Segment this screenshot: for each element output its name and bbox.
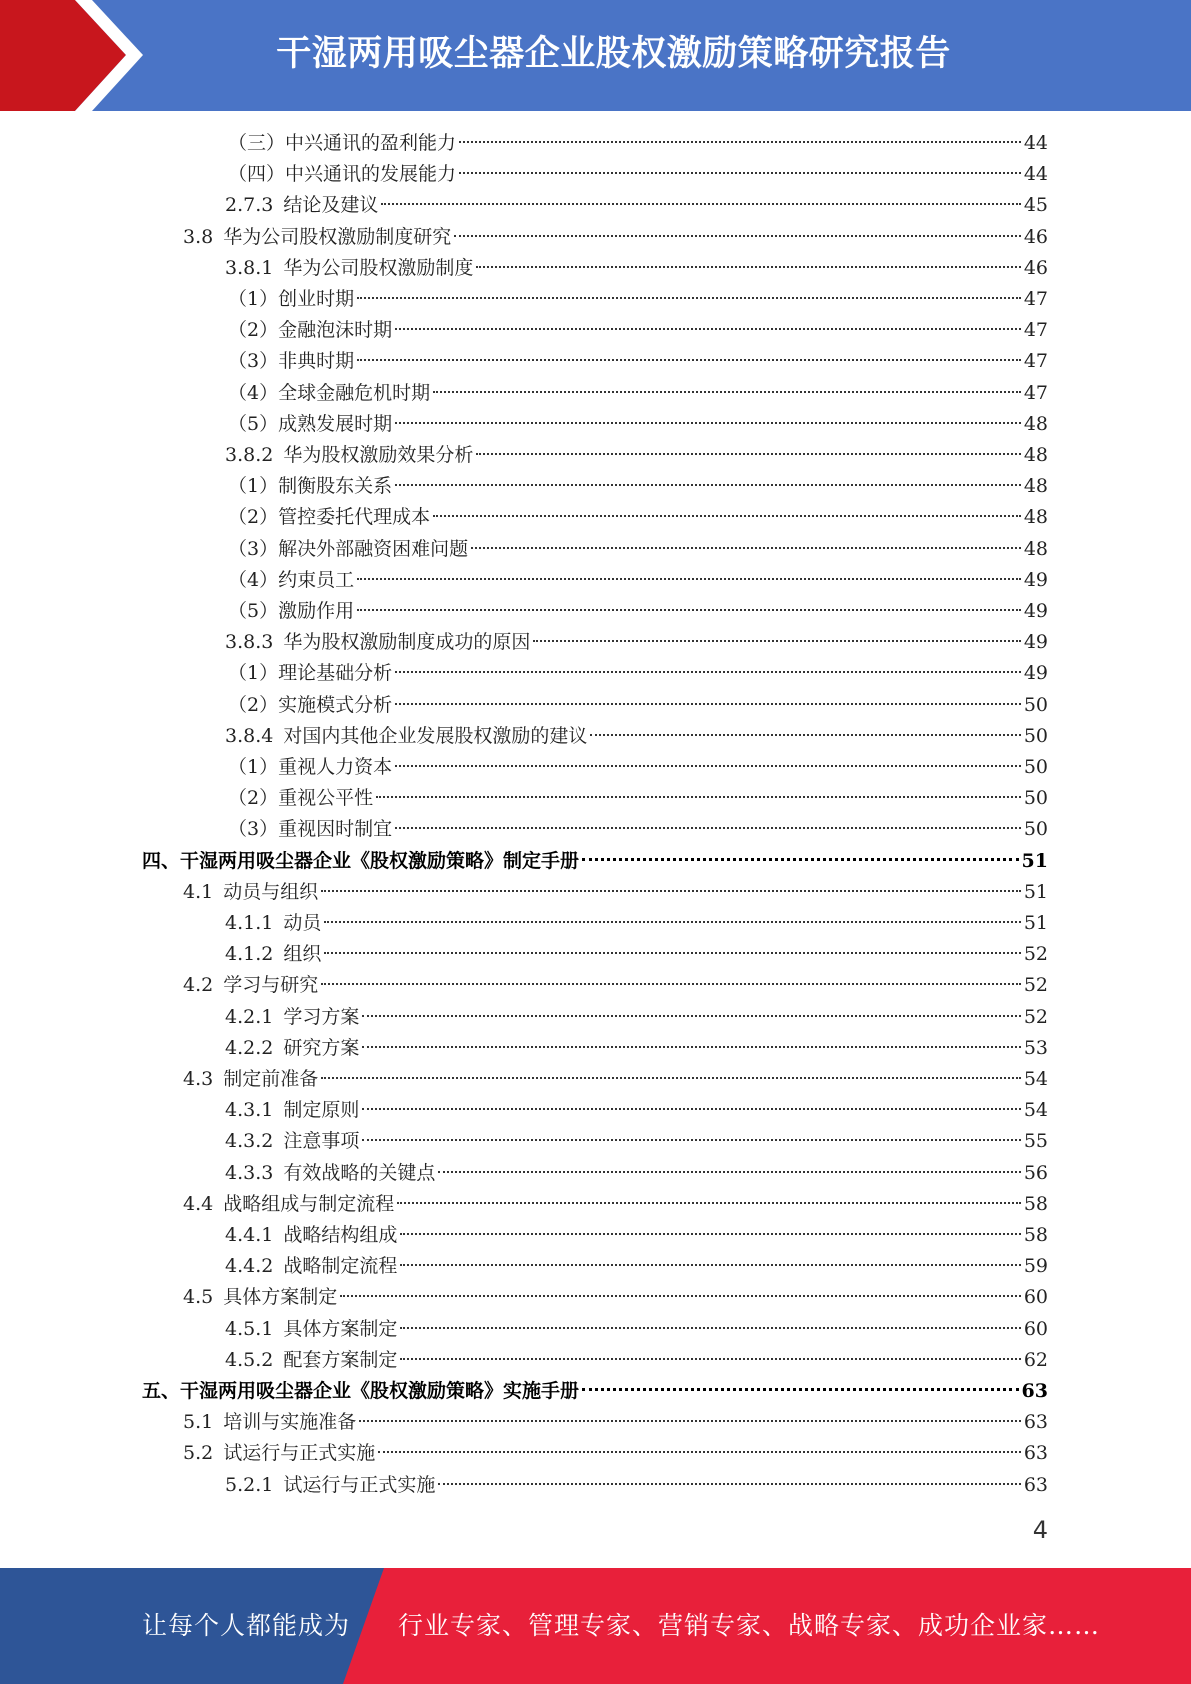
- toc-entry[interactable]: [228, 814, 1048, 845]
- toc-dot-leader: [397, 1202, 1021, 1204]
- toc-entry-title: （2）重视公平性: [228, 787, 374, 809]
- toc-dot-leader: [321, 1077, 1021, 1079]
- toc-dot-leader: [395, 827, 1021, 829]
- toc-entry-title: 试运行与正式实施: [223, 1442, 376, 1464]
- toc-entry-title: （3）解决外部融资困难问题: [228, 538, 469, 560]
- page-number: 4: [1032, 1516, 1048, 1544]
- toc-entry-page: 60: [1023, 1286, 1048, 1308]
- toc-entry[interactable]: [225, 1470, 1048, 1501]
- toc-entry[interactable]: [183, 1438, 1048, 1469]
- toc-entry[interactable]: [225, 1251, 1048, 1282]
- toc-entry-page: 53: [1023, 1037, 1048, 1059]
- toc-entry-page: 51: [1023, 881, 1048, 903]
- toc-dot-leader: [459, 141, 1021, 143]
- toc-dot-leader: [400, 1264, 1020, 1266]
- toc-entry[interactable]: [228, 690, 1048, 721]
- toc-entry[interactable]: [228, 378, 1048, 409]
- toc-entry-number: 4.4.1: [225, 1224, 274, 1246]
- toc-dot-leader: [378, 1451, 1021, 1453]
- toc-entry-title: 动员: [283, 912, 322, 934]
- toc-entry-title: 具体方案制定: [223, 1286, 338, 1308]
- toc-entry-title: （4）全球金融危机时期: [228, 382, 431, 404]
- toc-entry-page: 63: [1023, 1442, 1048, 1464]
- toc-dot-leader: [381, 203, 1020, 205]
- toc-entry-page: 47: [1023, 350, 1048, 372]
- toc-entry-page: 50: [1023, 756, 1048, 778]
- toc-entry-number: 4.5.2: [225, 1349, 274, 1371]
- toc-entry-page: 49: [1023, 662, 1048, 684]
- toc-dot-leader: [454, 235, 1021, 237]
- toc-entry-number: 2.7.3: [225, 194, 274, 216]
- toc-entry-number: 3.8.2: [225, 444, 274, 466]
- toc-entry-title: 五、干湿两用吸尘器企业《股权激励策略》实施手册: [142, 1380, 580, 1402]
- toc-dot-leader: [459, 172, 1021, 174]
- toc-entry-title: 组织: [283, 943, 322, 965]
- toc-entry-number: 4.2.1: [225, 1006, 274, 1028]
- toc-entry-number: 4.2: [183, 974, 214, 996]
- toc-dot-leader: [357, 359, 1021, 361]
- toc-entry[interactable]: [225, 939, 1048, 970]
- toc-dot-leader: [324, 921, 1020, 923]
- toc-entry-title: （3）非典时期: [228, 350, 355, 372]
- toc-dot-leader: [395, 328, 1021, 330]
- toc-entry[interactable]: [225, 908, 1048, 939]
- toc-entry-title: 四、干湿两用吸尘器企业《股权激励策略》制定手册: [142, 850, 580, 872]
- toc-entry-title: 研究方案: [283, 1037, 360, 1059]
- toc-entry-page: 52: [1023, 974, 1048, 996]
- toc-entry[interactable]: [183, 1407, 1048, 1438]
- toc-entry-title: 对国内其他企业发展股权激励的建议: [283, 725, 588, 747]
- toc-entry-page: 55: [1023, 1130, 1048, 1152]
- toc-entry-number: 4.5.1: [225, 1318, 274, 1340]
- toc-entry-title: 学习方案: [283, 1006, 360, 1028]
- toc-dot-leader: [376, 796, 1021, 798]
- toc-entry[interactable]: [228, 783, 1048, 814]
- toc-dot-leader: [400, 1327, 1020, 1329]
- toc-entry-title: 华为股权激励制度成功的原因: [283, 631, 531, 653]
- toc-entry[interactable]: [228, 315, 1048, 346]
- toc-entry[interactable]: [225, 1126, 1048, 1157]
- toc-dot-leader: [582, 1388, 1019, 1391]
- toc-entry-title: 制定原则: [283, 1099, 360, 1121]
- toc-entry-title: （四）中兴通讯的发展能力: [228, 163, 457, 185]
- toc-entry-number: 4.1.2: [225, 943, 274, 965]
- toc-entry-title: （5）激励作用: [228, 600, 355, 622]
- toc-entry-page: 49: [1023, 631, 1048, 653]
- toc-dot-leader: [362, 1046, 1020, 1048]
- toc-entry-title: （1）重视人力资本: [228, 756, 393, 778]
- toc-entry-page: 47: [1023, 288, 1048, 310]
- toc-entry[interactable]: [225, 1314, 1048, 1345]
- toc-entry[interactable]: [225, 721, 1048, 752]
- toc-dot-leader: [362, 1108, 1020, 1110]
- toc-entry-page: 60: [1023, 1318, 1048, 1340]
- toc-dot-leader: [395, 671, 1021, 673]
- toc-entry-page: 56: [1023, 1162, 1048, 1184]
- toc-entry-title: 学习与研究: [223, 974, 319, 996]
- toc-dot-leader: [433, 391, 1021, 393]
- toc-entry-number: 5.2.1: [225, 1474, 274, 1496]
- toc-entry-number: 4.2.2: [225, 1037, 274, 1059]
- toc-dot-leader: [359, 1420, 1021, 1422]
- toc-entry[interactable]: [225, 627, 1048, 658]
- toc-dot-leader: [357, 609, 1021, 611]
- toc-entry-number: 4.3.1: [225, 1099, 274, 1121]
- toc-dot-leader: [362, 1015, 1020, 1017]
- toc-entry-title: 华为股权激励效果分析: [283, 444, 474, 466]
- toc-entry-page: 50: [1023, 694, 1048, 716]
- page-footer: [0, 1568, 1191, 1684]
- toc-entry-title: 战略组成与制定流程: [223, 1193, 395, 1215]
- toc-entry[interactable]: [228, 284, 1048, 315]
- toc-entry-title: 试运行与正式实施: [283, 1474, 436, 1496]
- toc-dot-leader: [395, 422, 1021, 424]
- toc-entry-number: 4.1: [183, 881, 214, 903]
- toc-entry-page: 46: [1023, 226, 1048, 248]
- toc-entry-title: 配套方案制定: [283, 1349, 398, 1371]
- toc-entry-page: 48: [1023, 444, 1048, 466]
- toc-entry-page: 52: [1023, 1006, 1048, 1028]
- toc-entry-page: 52: [1023, 943, 1048, 965]
- report-title: 干湿两用吸尘器企业股权激励策略研究报告: [276, 34, 951, 74]
- toc-entry-page: 51: [1021, 850, 1048, 872]
- toc-entry-number: 5.2: [183, 1442, 214, 1464]
- toc-entry[interactable]: [228, 752, 1048, 783]
- toc-entry-page: 62: [1023, 1349, 1048, 1371]
- toc-entry-page: 49: [1023, 569, 1048, 591]
- toc-entry-page: 58: [1023, 1224, 1048, 1246]
- toc-dot-leader: [395, 484, 1021, 486]
- toc-dot-leader: [362, 1139, 1020, 1141]
- toc-entry-title: 华为公司股权激励制度研究: [223, 226, 452, 248]
- toc-entry-title: 华为公司股权激励制度: [283, 257, 474, 279]
- toc-entry-title: 培训与实施准备: [223, 1411, 357, 1433]
- toc-entry[interactable]: [228, 502, 1048, 533]
- toc-dot-leader: [400, 1358, 1020, 1360]
- toc-entry-title: 具体方案制定: [283, 1318, 398, 1340]
- toc-entry-page: 48: [1023, 506, 1048, 528]
- toc-entry-page: 47: [1023, 319, 1048, 341]
- page-header: [0, 0, 1191, 111]
- toc-entry[interactable]: [228, 128, 1048, 159]
- toc-entry[interactable]: [228, 471, 1048, 502]
- toc-entry-title: 结论及建议: [283, 194, 379, 216]
- toc-entry-number: 4.5: [183, 1286, 214, 1308]
- toc-entry-page: 45: [1023, 194, 1048, 216]
- toc-dot-leader: [340, 1295, 1021, 1297]
- toc-entry-number: 3.8.4: [225, 725, 274, 747]
- toc-dot-leader: [324, 952, 1020, 954]
- toc-entry-title: （2）金融泡沫时期: [228, 319, 393, 341]
- toc-dot-leader: [357, 297, 1021, 299]
- toc-dot-leader: [395, 703, 1021, 705]
- toc-entry-page: 63: [1023, 1474, 1048, 1496]
- toc-dot-leader: [476, 266, 1020, 268]
- toc-entry-number: 3.8.1: [225, 257, 274, 279]
- toc-entry[interactable]: [228, 409, 1048, 440]
- toc-entry-title: 战略结构组成: [283, 1224, 398, 1246]
- toc-entry-page: 54: [1023, 1068, 1048, 1090]
- toc-entry-page: 50: [1023, 725, 1048, 747]
- footer-slogan-left: 让每个人都能成为: [142, 1611, 351, 1640]
- toc-entry-page: 44: [1023, 132, 1048, 154]
- toc-entry[interactable]: [225, 190, 1048, 221]
- toc-entry-number: 4.1.1: [225, 912, 274, 934]
- toc-entry-page: 59: [1023, 1255, 1048, 1277]
- toc-dot-leader: [321, 890, 1021, 892]
- toc-entry[interactable]: [228, 565, 1048, 596]
- toc-entry-number: 3.8.3: [225, 631, 274, 653]
- toc-entry-title: 动员与组织: [223, 881, 319, 903]
- toc-entry[interactable]: [225, 1345, 1048, 1376]
- toc-entry-number: 4.3: [183, 1068, 214, 1090]
- toc-entry[interactable]: [183, 1282, 1048, 1313]
- toc-entry-title: 有效战略的关键点: [283, 1162, 436, 1184]
- toc-dot-leader: [476, 453, 1020, 455]
- toc-dot-leader: [438, 1483, 1020, 1485]
- toc-entry-page: 50: [1023, 787, 1048, 809]
- toc-entry-title: （5）成熟发展时期: [228, 413, 393, 435]
- toc-dot-leader: [438, 1171, 1020, 1173]
- toc-dot-leader: [533, 640, 1020, 642]
- toc-entry[interactable]: [225, 1033, 1048, 1064]
- footer-slogan-right: 行业专家、管理专家、营销专家、战略专家、成功企业家……: [398, 1611, 1101, 1640]
- toc-dot-leader: [321, 983, 1021, 985]
- toc-entry-title: （三）中兴通讯的盈利能力: [228, 132, 457, 154]
- toc-dot-leader: [471, 547, 1021, 549]
- toc-entry[interactable]: [225, 253, 1048, 284]
- toc-entry[interactable]: [228, 596, 1048, 627]
- toc-entry[interactable]: [225, 440, 1048, 471]
- toc-entry-page: 58: [1023, 1193, 1048, 1215]
- toc-entry-page: 54: [1023, 1099, 1048, 1121]
- toc-entry-number: 3.8: [183, 226, 214, 248]
- toc-dot-leader: [433, 515, 1021, 517]
- toc-entry[interactable]: [183, 877, 1048, 908]
- toc-entry-page: 50: [1023, 818, 1048, 840]
- toc-entry-number: 4.4: [183, 1193, 214, 1215]
- toc-entry-number: 4.4.2: [225, 1255, 274, 1277]
- toc-entry-page: 63: [1023, 1411, 1048, 1433]
- toc-entry-page: 44: [1023, 163, 1048, 185]
- toc-entry-number: 4.3.3: [225, 1162, 274, 1184]
- toc-entry[interactable]: [183, 222, 1048, 253]
- toc-entry[interactable]: [225, 1220, 1048, 1251]
- toc-entry-title: （3）重视因时制宜: [228, 818, 393, 840]
- toc-entry-number: 4.3.2: [225, 1130, 274, 1152]
- toc-entry[interactable]: [183, 1064, 1048, 1095]
- toc-entry-title: 注意事项: [283, 1130, 360, 1152]
- toc-entry-page: 49: [1023, 600, 1048, 622]
- toc-dot-leader: [395, 765, 1021, 767]
- toc-dot-leader: [400, 1233, 1020, 1235]
- toc-entry-page: 51: [1023, 912, 1048, 934]
- toc-entry[interactable]: [225, 1158, 1048, 1189]
- toc-entry-title: （2）管控委托代理成本: [228, 506, 431, 528]
- toc-entry-page: 47: [1023, 382, 1048, 404]
- toc-entry-title: （1）制衡股东关系: [228, 475, 393, 497]
- toc-entry-title: （4）约束员工: [228, 569, 355, 591]
- toc-entry-page: 46: [1023, 257, 1048, 279]
- toc-entry-page: 48: [1023, 538, 1048, 560]
- toc-entry[interactable]: [228, 159, 1048, 190]
- toc-entry-title: （1）创业时期: [228, 288, 355, 310]
- toc-entry[interactable]: [228, 658, 1048, 689]
- toc-entry[interactable]: [183, 1189, 1048, 1220]
- toc-entry[interactable]: [228, 534, 1048, 565]
- toc-entry[interactable]: [142, 1376, 1048, 1407]
- toc-dot-leader: [590, 734, 1020, 736]
- toc-entry-page: 48: [1023, 475, 1048, 497]
- toc-entry-number: 5.1: [183, 1411, 214, 1433]
- toc-entry[interactable]: [225, 1095, 1048, 1126]
- toc-entry-title: 制定前准备: [223, 1068, 319, 1090]
- toc-entry-title: （2）实施模式分析: [228, 694, 393, 716]
- toc-entry[interactable]: [228, 346, 1048, 377]
- toc-dot-leader: [582, 858, 1019, 861]
- toc-entry-title: 战略制定流程: [283, 1255, 398, 1277]
- toc-dot-leader: [357, 578, 1021, 580]
- toc-entry[interactable]: [225, 1002, 1048, 1033]
- toc-entry-title: （1）理论基础分析: [228, 662, 393, 684]
- toc-entry-page: 48: [1023, 413, 1048, 435]
- toc-entry[interactable]: [183, 970, 1048, 1001]
- toc-entry-page: 63: [1021, 1380, 1048, 1402]
- toc-entry[interactable]: [142, 846, 1048, 877]
